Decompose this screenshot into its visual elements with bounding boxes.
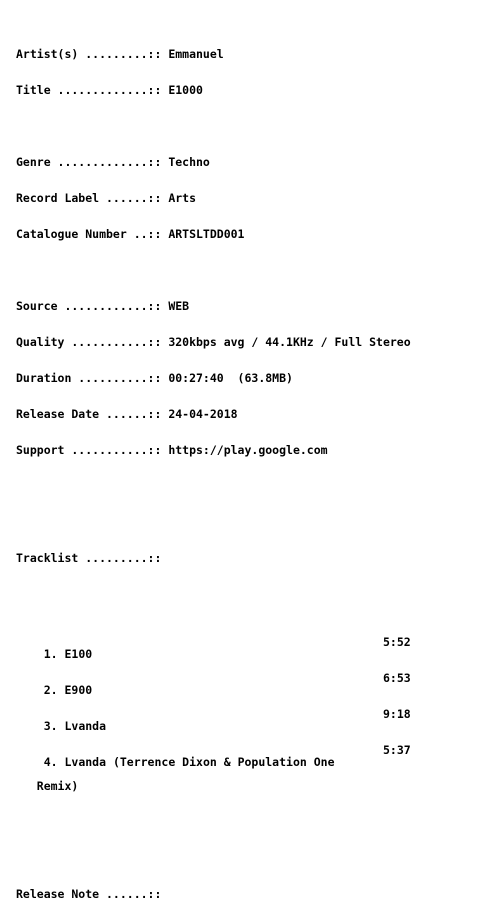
- quality-line: Quality ...........:: 320kbps avg / 44.1KHz / Full Stereo: [16, 335, 411, 349]
- track-title: 3. Lvanda: [43, 719, 107, 733]
- release-date-line: Release Date ......:: 24-04-2018: [16, 407, 238, 421]
- blank-lines: [16, 828, 411, 864]
- track-title: 2. E900: [43, 683, 93, 697]
- artist-line: Artist(s) .........:: Emmanuel: [16, 47, 224, 61]
- track-duration: 5:37: [383, 743, 411, 757]
- track-title-continuation: Remix): [16, 779, 79, 793]
- blank-line: [16, 588, 411, 600]
- release-note-header: Release Note ......::: [16, 887, 162, 901]
- tracklist-header: Tracklist .........::: [16, 551, 162, 565]
- source-line: Source ............:: WEB: [16, 299, 190, 313]
- blank-line: [16, 480, 411, 492]
- track-row: [16, 671, 411, 697]
- genre-line: Genre .............:: Techno: [16, 155, 210, 169]
- blank-line: [16, 120, 411, 132]
- duration-line: Duration ..........:: 00:27:40 (63.8MB): [16, 371, 293, 385]
- support-line: Support ...........:: https://play.google.com: [16, 443, 328, 457]
- track-row: [16, 707, 411, 733]
- track-title: 1. E100: [43, 647, 93, 661]
- catalogue-number-line: Catalogue Number ..:: ARTSLTDD001: [16, 227, 245, 241]
- track-duration: 9:18: [383, 707, 411, 721]
- track-duration: 5:52: [383, 635, 411, 649]
- nfo-text-block: [16, 24, 411, 912]
- track-row: [16, 743, 411, 769]
- track-row: [16, 635, 411, 661]
- blank-line: [16, 516, 411, 528]
- record-label-line: Record Label ......:: Arts: [16, 191, 197, 205]
- blank-line: [16, 264, 411, 276]
- title-line: Title .............:: E1000: [16, 83, 203, 97]
- track-title: 4. Lvanda (Terrence Dixon & Population One: [43, 755, 335, 769]
- track-duration: 6:53: [383, 671, 411, 685]
